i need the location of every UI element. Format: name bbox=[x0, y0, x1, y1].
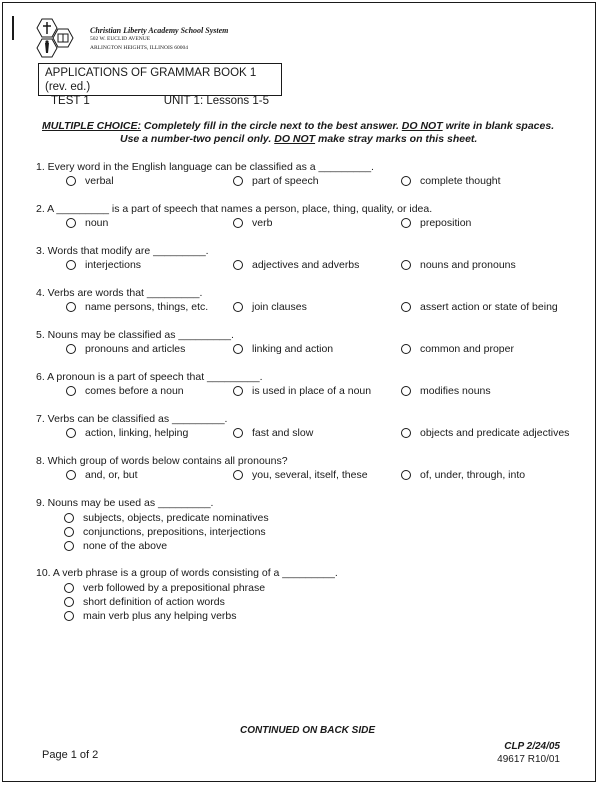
continued-note: CONTINUED ON BACK SIDE bbox=[240, 725, 376, 736]
form-code bbox=[497, 740, 560, 766]
question-8 bbox=[36, 455, 596, 485]
answer-bubble-icon[interactable] bbox=[401, 386, 411, 396]
answer-option[interactable]: nouns and pronouns bbox=[401, 259, 516, 271]
answer-bubble-icon[interactable] bbox=[233, 470, 243, 480]
answer-bubble-icon[interactable] bbox=[401, 218, 411, 228]
answer-option[interactable]: conjunctions, prepositions, interjections bbox=[64, 525, 269, 539]
answer-option[interactable]: subjects, objects, predicate nominatives bbox=[64, 511, 269, 525]
question-text: 3. Words that modify are _________. bbox=[36, 245, 209, 257]
answer-option[interactable]: part of speech bbox=[233, 175, 319, 187]
answer-option[interactable]: modifies nouns bbox=[401, 385, 491, 397]
answer-bubble-icon[interactable] bbox=[401, 344, 411, 354]
answer-bubble-icon[interactable] bbox=[401, 470, 411, 480]
question-3 bbox=[36, 245, 596, 275]
school-info bbox=[90, 26, 228, 53]
answer-bubble-icon[interactable] bbox=[64, 597, 74, 607]
answer-option[interactable]: objects and predicate adjectives bbox=[401, 427, 569, 439]
answer-option[interactable]: and, or, but bbox=[66, 469, 138, 481]
question-text: 8. Which group of words below contains all pronouns? bbox=[36, 455, 288, 467]
question-2 bbox=[36, 203, 596, 233]
answer-bubble-icon[interactable] bbox=[66, 344, 76, 354]
answer-bubble-icon[interactable] bbox=[64, 527, 74, 537]
instructions bbox=[42, 120, 582, 146]
question-text: 9. Nouns may be used as _________. bbox=[36, 497, 214, 509]
instructions-line1a: Completely fill in the circle next to the best answer. bbox=[143, 120, 399, 132]
answer-bubble-icon[interactable] bbox=[401, 302, 411, 312]
answer-bubble-icon[interactable] bbox=[233, 260, 243, 270]
question-1 bbox=[36, 161, 596, 191]
answer-bubble-icon[interactable] bbox=[64, 611, 74, 621]
answer-bubble-icon[interactable] bbox=[233, 386, 243, 396]
answer-option[interactable]: action, linking, helping bbox=[66, 427, 188, 439]
test-title-box bbox=[38, 63, 282, 107]
do-not-2: DO NOT bbox=[274, 133, 316, 145]
question-text: 5. Nouns may be classified as _________. bbox=[36, 329, 234, 341]
answer-bubble-icon[interactable] bbox=[66, 428, 76, 438]
answer-option[interactable]: noun bbox=[66, 217, 108, 229]
question-9 bbox=[36, 497, 269, 553]
answer-option[interactable]: verbal bbox=[66, 175, 114, 187]
answer-bubble-icon[interactable] bbox=[66, 470, 76, 480]
answer-bubble-icon[interactable] bbox=[401, 428, 411, 438]
answer-bubble-icon[interactable] bbox=[66, 260, 76, 270]
instructions-line2b: make stray marks on this sheet. bbox=[318, 133, 478, 145]
answer-option[interactable]: none of the above bbox=[64, 539, 269, 553]
answer-option[interactable]: name persons, things, etc. bbox=[66, 301, 208, 313]
question-6 bbox=[36, 371, 596, 401]
book-title: APPLICATIONS OF GRAMMAR BOOK 1 (rev. ed.) bbox=[45, 67, 257, 93]
answer-option[interactable]: adjectives and adverbs bbox=[233, 259, 359, 271]
page-number: Page 1 of 2 bbox=[42, 749, 99, 761]
answer-option[interactable]: assert action or state of being bbox=[401, 301, 558, 313]
answer-bubble-icon[interactable] bbox=[66, 302, 76, 312]
answer-option[interactable]: verb bbox=[233, 217, 272, 229]
school-address-line1: 502 W. EUCLID AVENUE bbox=[90, 36, 151, 42]
question-text: 7. Verbs can be classified as _________. bbox=[36, 413, 228, 425]
answer-option[interactable]: preposition bbox=[401, 217, 471, 229]
answer-bubble-icon[interactable] bbox=[233, 302, 243, 312]
answer-bubble-icon[interactable] bbox=[401, 176, 411, 186]
answer-bubble-icon[interactable] bbox=[66, 386, 76, 396]
answer-option[interactable]: linking and action bbox=[233, 343, 333, 355]
do-not-1: DO NOT bbox=[401, 120, 443, 132]
answer-option[interactable]: you, several, itself, these bbox=[233, 469, 368, 481]
binding-mark bbox=[12, 16, 14, 40]
question-text: 2. A _________ is a part of speech that names a person, place, thing, quality, or idea. bbox=[36, 203, 433, 215]
answer-option[interactable]: complete thought bbox=[401, 175, 501, 187]
answer-option[interactable]: join clauses bbox=[233, 301, 307, 313]
answer-option[interactable]: verb followed by a prepositional phrase bbox=[64, 581, 338, 595]
answer-option[interactable]: main verb plus any helping verbs bbox=[64, 609, 338, 623]
question-text: 4. Verbs are words that _________. bbox=[36, 287, 203, 299]
answer-bubble-icon[interactable] bbox=[66, 218, 76, 228]
question-10 bbox=[36, 567, 338, 623]
answer-bubble-icon[interactable] bbox=[64, 513, 74, 523]
form-date: CLP 2/24/05 bbox=[504, 741, 560, 752]
question-5 bbox=[36, 329, 596, 359]
answer-bubble-icon[interactable] bbox=[233, 344, 243, 354]
test-number: TEST 1 bbox=[51, 95, 90, 107]
answer-option[interactable]: fast and slow bbox=[233, 427, 313, 439]
school-name: Christian Liberty Academy School System bbox=[90, 26, 229, 35]
answer-option[interactable]: interjections bbox=[66, 259, 141, 271]
instructions-line2a: Use a number-two pencil only. bbox=[120, 133, 272, 145]
school-address-line2: ARLINGTON HEIGHTS, ILLINOIS 60004 bbox=[90, 45, 188, 51]
answer-bubble-icon[interactable] bbox=[64, 583, 74, 593]
instructions-line1b: write in blank spaces. bbox=[445, 120, 555, 132]
answer-bubble-icon[interactable] bbox=[401, 260, 411, 270]
question-text: 10. A verb phrase is a group of words consisting of a _________. bbox=[36, 567, 338, 579]
cross-torch-book-logo-icon bbox=[36, 16, 88, 60]
answer-option[interactable]: short definition of action words bbox=[64, 595, 338, 609]
question-7 bbox=[36, 413, 596, 443]
form-number: 49617 R10/01 bbox=[497, 754, 560, 765]
answer-option[interactable]: common and proper bbox=[401, 343, 514, 355]
answer-option[interactable]: comes before a noun bbox=[66, 385, 184, 397]
answer-bubble-icon[interactable] bbox=[233, 428, 243, 438]
question-text: 1. Every word in the English language can be classified as a _________. bbox=[36, 161, 374, 173]
answer-bubble-icon[interactable] bbox=[233, 176, 243, 186]
answer-option[interactable]: is used in place of a noun bbox=[233, 385, 371, 397]
answer-option[interactable]: pronouns and articles bbox=[66, 343, 185, 355]
answer-bubble-icon[interactable] bbox=[66, 176, 76, 186]
unit-label: UNIT 1: Lessons 1-5 bbox=[163, 95, 269, 107]
question-text: 6. A pronoun is a part of speech that _________. bbox=[36, 371, 263, 383]
answer-bubble-icon[interactable] bbox=[233, 218, 243, 228]
instructions-label: MULTIPLE CHOICE: bbox=[42, 120, 141, 132]
answer-bubble-icon[interactable] bbox=[64, 541, 74, 551]
answer-option[interactable]: of, under, through, into bbox=[401, 469, 525, 481]
question-4 bbox=[36, 287, 596, 317]
